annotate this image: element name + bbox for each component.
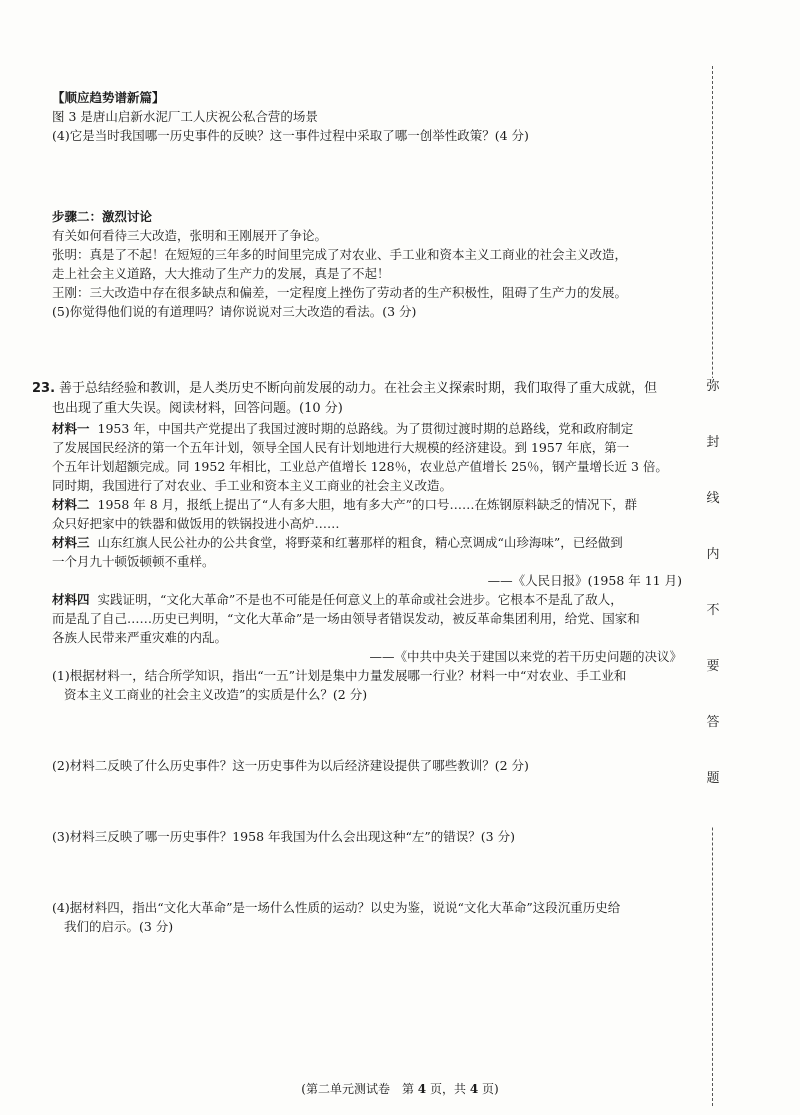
seal-char: 弥: [706, 378, 719, 434]
material-1-line2: 了发展国民经济的第一个五年计划，领导全国人民有计划地进行大规模的经济建设。到 1957 年底，第一: [52, 440, 630, 455]
material-3-source: ——《人民日报》(1958 年 11 月): [487, 573, 682, 588]
figure-caption: 图 3 是唐山启新水泥厂工人庆祝公私合营的场景: [52, 109, 318, 124]
material-1-line4: 同时期，我国进行了对农业、手工业和资本主义工商业的社会主义改造。: [52, 478, 453, 493]
material-4-label: 材料四: [52, 592, 90, 607]
material-2-line1: 1958 年 8 月，报纸上提出了“人有多大胆，地有多大产”的口号……在炼钢原料缺乏的情况下，群: [97, 497, 637, 512]
subquestion-4-line1: (4)据材料四，指出“文化大革命”是一场什么性质的运动？以史为鉴，说说“文化大革命”这段沉重历史给: [52, 900, 621, 915]
seal-char: 不: [706, 602, 719, 658]
material-3: [52, 533, 688, 590]
material-4-line2: 而是乱了自己……历史已判明，“文化大革命”是一场由领导者错误发动，被反革命集团利用，给党、国家和: [52, 611, 640, 626]
step2-intro: 有关如何看待三大改造，张明和王刚展开了争论。: [52, 228, 328, 243]
material-4-line3: 各族人民带来严重灾难的内乱。: [52, 630, 228, 645]
step2-title: 步骤二：激烈讨论: [52, 209, 153, 224]
material-4-line1: 实践证明，“文化大革命”不是也不可能是任何意义上的革命或社会进步。它根本不是乱了敌人，: [97, 592, 623, 607]
section-header: 【顺应趋势谱新篇】: [52, 90, 165, 105]
answer-space-sq1[interactable]: [52, 704, 688, 756]
answer-space-q5[interactable]: [52, 321, 688, 379]
answer-space-sq4[interactable]: [52, 936, 688, 988]
material-1-line1: 1953 年，中国共产党提出了我国过渡时期的总路线。为了贯彻过渡时期的总路线，党和政府制定: [97, 421, 634, 436]
q23-stem-line2: 也出现了重大失误。阅读材料，回答问题。(10 分): [52, 401, 343, 416]
answer-space-sq2[interactable]: [52, 775, 688, 827]
subquestion-2: (2)材料二反映了什么历史事件？这一历史事件为以后经济建设提供了哪些教训？(2 分): [52, 758, 529, 773]
seal-char: 线: [706, 490, 719, 546]
answer-space-q4[interactable]: [52, 145, 688, 207]
seal-char: 题: [706, 770, 719, 826]
zhang-ming-line2: 走上社会主义道路，大大推动了生产力的发展，真是了不起！: [52, 266, 390, 281]
seal-char: 封: [706, 434, 719, 490]
seal-char: 内: [706, 546, 719, 602]
footer-page-number: 4: [417, 1082, 427, 1096]
material-2-label: 材料二: [52, 497, 90, 512]
question-5: (5)你觉得他们说的有道理吗？请你说说对三大改造的看法。(3 分): [52, 304, 417, 319]
subquestion-1-line1: (1)根据材料一，结合所学知识，指出“一五”计划是集中力量发展哪一行业？材料一中“对农业、手工业和: [52, 668, 627, 683]
subquestion-3: (3)材料三反映了哪一历史事件？1958 年我国为什么会出现这种“左”的错误？(3 分): [52, 829, 515, 844]
subquestion-1-line2: 资本主义工商业的社会主义改造”的实质是什么？(2 分): [64, 687, 368, 702]
answer-space-sq3[interactable]: [52, 846, 688, 898]
material-2-line2: 众只好把家中的铁器和做饭用的铁锅投进小高炉……: [52, 516, 340, 531]
material-3-line1: 山东红旗人民公社办的公共食堂，将野菜和红薯那样的粗食，精心烹调成“山珍海味”，已经做到: [97, 535, 623, 550]
material-1: [52, 419, 688, 495]
footer-middle: 页，共: [429, 1082, 466, 1096]
question-23: [32, 379, 688, 419]
material-1-label: 材料一: [52, 421, 90, 436]
question-4: (4)它是当时我国哪一历史事件的反映？这一事件过程中采取了哪一创举性政策？(4 分): [52, 128, 529, 143]
material-2: [52, 495, 688, 533]
seal-char: 要: [706, 658, 719, 714]
zhang-ming-line1: 张明：真是了不起！在短短的三年多的时间里完成了对农业、手工业和资本主义工商业的社会主义改造，: [52, 247, 628, 262]
page-content: [32, 88, 688, 988]
seal-char: 答: [706, 714, 719, 770]
subquestion-4-line2: 我们的启示。(3 分): [64, 919, 174, 934]
page-footer: [0, 1080, 800, 1097]
seal-line-notice: [704, 378, 722, 826]
footer-total-pages: 4: [469, 1082, 479, 1096]
question-number: 23.: [32, 381, 56, 396]
material-3-line2: 一个月九十顿饭顿顿不重样。: [52, 554, 215, 569]
footer-left: (第二单元测试卷 第: [301, 1082, 414, 1096]
wang-gang-line: 王刚：三大改造中存在很多缺点和偏差，一定程度上挫伤了劳动者的生产积极性，阻碍了生产力的发展。: [52, 285, 628, 300]
footer-right: 页): [482, 1082, 499, 1096]
material-4: [52, 590, 688, 666]
q23-stem-line1: 善于总结经验和教训，是人类历史不断向前发展的动力。在社会主义探索时期，我们取得了重大成就，但: [59, 381, 658, 396]
material-4-source: ——《中共中央关于建国以来党的若干历史问题的决议》: [369, 649, 682, 664]
material-3-label: 材料三: [52, 535, 90, 550]
material-1-line3: 个五年计划超额完成。同 1952 年相比，工业总产值增长 128％，农业总产值增长 25％，钢产量增长近 3 倍。: [52, 459, 668, 474]
